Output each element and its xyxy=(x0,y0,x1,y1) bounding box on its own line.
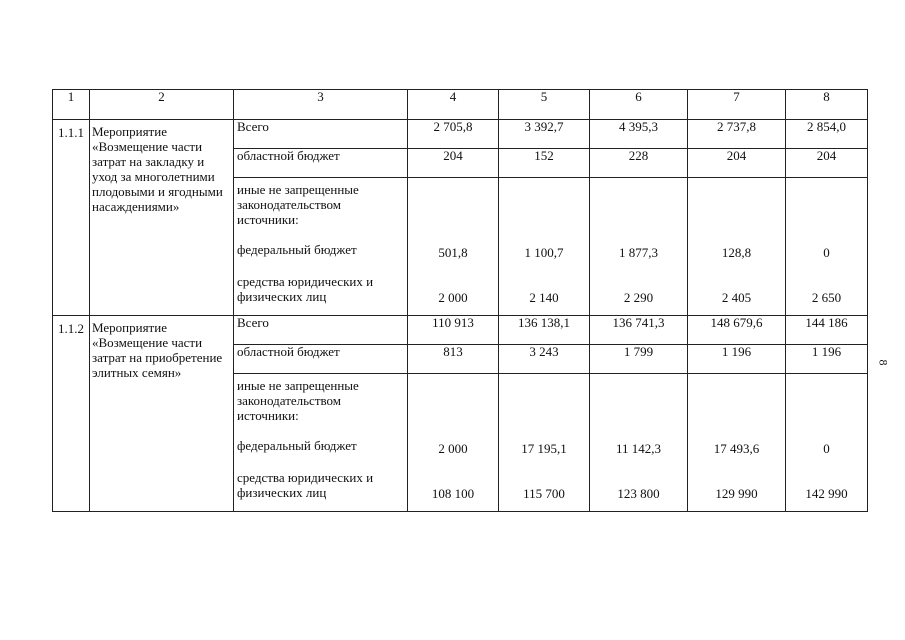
value-cell: 2 854,0 xyxy=(786,120,868,149)
value-cell: 148 679,6 xyxy=(688,316,786,345)
value-stack xyxy=(688,178,786,316)
source-label: Всего xyxy=(234,316,408,345)
measure-name: Мероприятие «Возмещение части затрат на закладку и уход за многолетними плодовыми и ягодными насаждениями» xyxy=(90,120,234,316)
value-cell: 144 186 xyxy=(786,316,868,345)
value-stack xyxy=(688,374,786,512)
source-label: федеральный бюджет xyxy=(237,438,357,453)
header-cell: 6 xyxy=(590,90,688,120)
value-cell: 11 142,3 xyxy=(615,441,662,456)
value-cell: 2 737,8 xyxy=(688,120,786,149)
header-cell: 1 xyxy=(53,90,90,120)
source-label: федеральный бюджет xyxy=(237,242,357,257)
header-cell: 5 xyxy=(499,90,590,120)
value-cell: 108 100 xyxy=(431,486,475,501)
value-cell: 204 xyxy=(408,149,499,178)
source-label: иные не запрещенные законодательством источники: xyxy=(237,182,359,227)
value-cell: 2 650 xyxy=(811,290,842,305)
value-cell: 2 405 xyxy=(721,290,752,305)
value-stack xyxy=(590,374,688,512)
value-cell: 4 395,3 xyxy=(590,120,688,149)
page-number: 8 xyxy=(876,359,891,366)
value-stack xyxy=(590,178,688,316)
value-cell: 2 140 xyxy=(529,290,559,305)
value-cell: 0 xyxy=(823,245,830,260)
value-cell: 2 290 xyxy=(623,290,654,305)
value-cell: 129 990 xyxy=(715,486,758,501)
source-label: Всего xyxy=(234,120,408,149)
sources-cell xyxy=(234,178,408,316)
value-cell: 128,8 xyxy=(721,245,752,260)
header-cell: 7 xyxy=(688,90,786,120)
value-cell: 17 493,6 xyxy=(713,441,760,456)
value-cell: 136 741,3 xyxy=(590,316,688,345)
value-cell: 204 xyxy=(688,149,786,178)
value-stack xyxy=(786,178,868,316)
sources-cell xyxy=(234,374,408,512)
value-stack xyxy=(786,374,868,512)
value-stack xyxy=(499,178,590,316)
measure-number: 1.1.2 xyxy=(53,316,90,512)
source-label: иные не запрещенные законодательством источники: xyxy=(237,378,359,423)
measure-name: Мероприятие «Возмещение части затрат на приобретение элитных семян» xyxy=(90,316,234,512)
value-cell: 0 xyxy=(823,441,830,456)
source-label: средства юридических и физических лиц xyxy=(237,470,374,500)
value-stack xyxy=(408,178,499,316)
source-label: областной бюджет xyxy=(234,345,408,374)
value-cell: 204 xyxy=(786,149,868,178)
value-cell: 1 799 xyxy=(590,345,688,374)
value-cell: 1 100,7 xyxy=(524,245,564,260)
measure-number: 1.1.1 xyxy=(53,120,90,316)
header-cell: 3 xyxy=(234,90,408,120)
table-row xyxy=(53,316,868,345)
header-row xyxy=(53,90,868,120)
value-cell: 123 800 xyxy=(617,486,660,501)
value-cell: 3 392,7 xyxy=(499,120,590,149)
value-cell: 110 913 xyxy=(408,316,499,345)
source-label: областной бюджет xyxy=(234,149,408,178)
funding-table xyxy=(52,89,868,512)
value-cell: 501,8 xyxy=(438,245,468,260)
value-cell: 152 xyxy=(499,149,590,178)
value-cell: 2 000 xyxy=(438,441,468,456)
value-cell: 1 877,3 xyxy=(619,245,658,260)
value-cell: 813 xyxy=(408,345,499,374)
value-cell: 17 195,1 xyxy=(521,441,567,456)
value-stack xyxy=(408,374,499,512)
header-cell: 2 xyxy=(90,90,234,120)
value-cell: 115 700 xyxy=(523,486,565,501)
value-stack xyxy=(499,374,590,512)
value-cell: 142 990 xyxy=(805,486,848,501)
header-cell: 8 xyxy=(786,90,868,120)
source-label: средства юридических и физических лиц xyxy=(237,274,374,304)
value-cell: 2 000 xyxy=(438,290,468,305)
value-cell: 1 196 xyxy=(786,345,868,374)
value-cell: 228 xyxy=(590,149,688,178)
value-cell: 2 705,8 xyxy=(408,120,499,149)
header-cell: 4 xyxy=(408,90,499,120)
value-cell: 136 138,1 xyxy=(499,316,590,345)
value-cell: 3 243 xyxy=(499,345,590,374)
table-row xyxy=(53,120,868,149)
value-cell: 1 196 xyxy=(688,345,786,374)
